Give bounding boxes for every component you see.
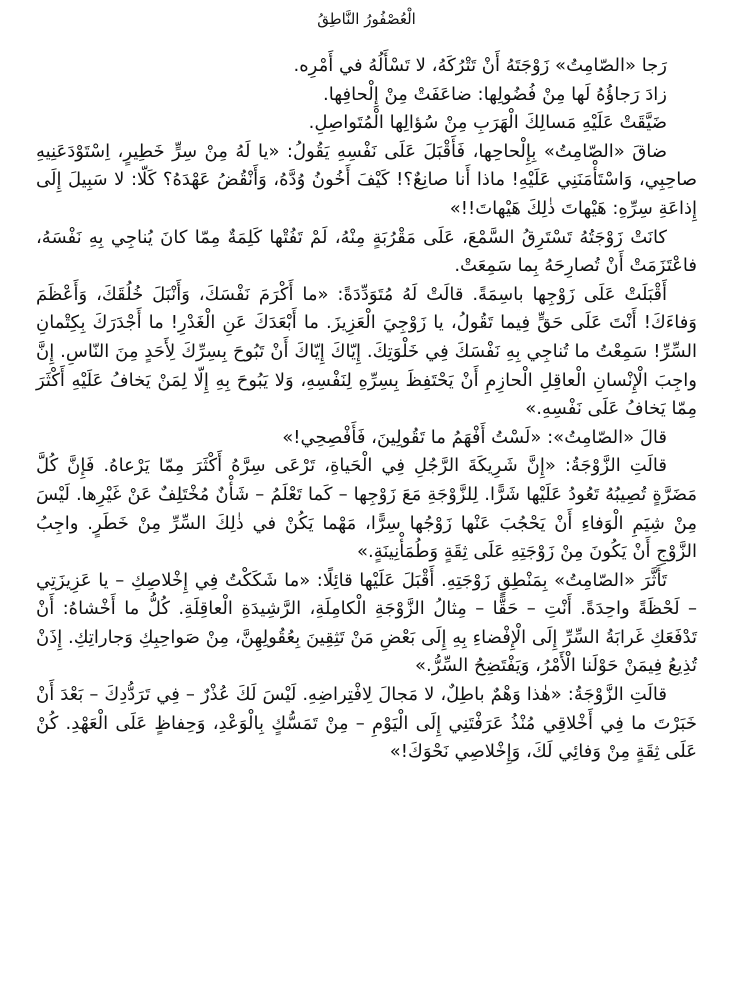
page-title: الْعُصْفُورُ النَّاطِقُ — [317, 10, 416, 28]
paragraph: كانَتْ زَوْجَتُهُ تَسْتَرِقُ السَّمْعَ، عَلَى مَقْرُبَةٍ مِنْهُ، لَمْ تَفُتْها كَلِمَةٌ مِمّا كانَ يُناجِي بِهِ نَفْسَهُ، فاعْتَزَمَتْ أَنْ تُصارِحَهُ بِما سَمِعَتْ. — [36, 226, 697, 277]
paragraph: ضَيَّقَتْ عَلَيْهِ مَسالِكَ الْهَرَبِ مِنْ سُؤالِها الْمُتَواصِلِ. — [308, 112, 667, 134]
paragraph: قالَتِ الزَّوْجَةُ: «هٰذا وَهْمٌ باطِلٌ، لا مَجالَ لِافْتِراضِهِ. لَيْسَ لَكَ عُذْرٌ – فِي تَرَدُّدِكَ – بَعْدَ أَنْ خَبَرْتَ ما فِي أَخْلاقِي مُنْذُ عَرَفْتَنِي إِلَى الْيَوْمِ – مِنْ تَمَسُّكٍ بِالْوَعْدِ، وَحِفاظٍ عَلَى الْعَهْدِ. كُنْ عَلَى ثِقَةٍ مِنْ وَفائِي لَكَ، وَإِخْلاصِي نَحْوَكَ!» — [36, 684, 697, 763]
paragraph: رَجا «الصّامِتُ» زَوْجَتَهُ أَنْ تَتْرُكَهُ، لا تَسْأَلُهُ في أَمْرِه. — [293, 55, 667, 76]
paragraph: قالَتِ الزَّوْجَةُ: «إِنَّ شَرِيكَةَ الرَّجُلِ فِي الْحَياةِ، تَرْعَى سِرَّهُ أَكْثَرَ مِمّا يَرْعاهُ. فَإِنَّ كُلَّ مَضَرَّةٍ تُصِيبُهُ تَعُودُ عَلَيْها شَرًّا. لِلزَّوْجَةِ مَعَ زَوْجِها – كَما تَعْلَمُ – شَأْنٌ مُخْتَلِفٌ عَنْ غَيْرِها. لَيْسَ مِنْ شِيَمِ الْوَفاءِ أَنْ يَحْجُبَ عَنْها زَوْجُها سِرًّا، مَهْما يَكُنْ في ذٰلِكَ السِّرِّ مِنْ خَطَرٍ. واجِبُ الزَّوْجِ أَنْ يَكُونَ مِنْ زَوْجَتِهِ عَلَى ثِقَةٍ وَطُمَأْنِينَةٍ.» — [36, 455, 697, 563]
paragraph: تَأَثَّرَ «الصّامِتُ» بِمَنْطِقِ زَوْجَتِهِ. أَقْبَلَ عَلَيْها قائِلًا: «ما شَكَكْتُ فِي إِخْلاصِكِ – يا عَزِيزَتِي – لَحْظَةً واحِدَةً. أَنْتِ – حَقًّا – مِثالُ الزَّوْجَةِ الْكامِلَةِ، الرَّشِيدَةِ الْعاقِلَةِ. كُلُّ ما أَخْشاهُ: أَنْ تَدْفَعَكِ غَرابَةُ السِّرِّ إِلَى الْإِفْضاءِ بِهِ إِلَى بَعْضِ مَنْ تَثِقِينَ بِعُقُولِهِنَّ، مِنْ صَواحِبِكِ وَجاراتِكِ. إِذَنْ تُذِيعُ فِيمَنْ حَوْلَنا الْأَمْرُ، وَيَفْتَضِحُ السِّرُّ.» — [36, 569, 697, 677]
paragraph: ضاقَ «الصّامِتُ» بِإِلْحاحِها، فَأَقْبَلَ عَلَى نَفْسِهِ يَقُولُ: «يا لَهُ مِنْ سِرٍّ خَطِيرٍ، اِسْتَوْدَعَنِيهِ صاحِبِي، وَاسْتَأْمَنَنِي عَلَيْهِ! ماذا أَنا صانِعٌ؟! كَيْفَ أَخُونُ وُدَّهُ، وَأَنْقُضُ عَهْدَهُ؟ كَلّا: لا سَبِيلَ إِلَى إِذاعَةِ سِرِّهِ: هَيْهاتَ ذٰلِكَ هَيْهاتَ!!» — [36, 140, 697, 219]
paragraph: زادَ رَجاؤُهُ لَها مِنْ فُضُولِها: ضاعَفَتْ مِنْ إِلْحافِها. — [323, 83, 667, 105]
paragraph: أَقْبَلَتْ عَلَى زَوْجِها باسِمَةً. قالَتْ لَهُ مُتَوَدِّدَةً: «ما أَكْرَمَ نَفْسَكَ، وَأَنْبَلَ خُلُقَكَ، وَأَعْظَمَ وَفاءَكَ! أَنْتَ عَلَى حَقٍّ فِيما تَقُولُ، يا زَوْجِيَ الْعَزِيزَ. ما أَبْعَدَكَ عَنِ الْغَدْرِ! ما أَجْدَرَكَ بِكِتْمانِ السِّرِّ! سَمِعْتُ ما تُناجِي بِهِ نَفْسَكَ فِي خَلْوَتِكَ. إِيّاكَ إِيّاكَ أَنْ تَبُوحَ بِسِرِّكَ لِأَحَدٍ مِنَ النّاسِ. إِنَّ واجِبَ الْإِنْسانِ الْعاقِلِ الْحازِمِ أَنْ يَحْتَفِظَ بِسِرِّهِ لِنَفْسِهِ، وَلا يَبُوحَ بِهِ إِلّا لِمَنْ يَخافُ عَلَيْهِ أَكْثَرَ مِمّا يَخافُ عَلَى نَفْسِهِ.» — [36, 283, 697, 420]
paragraph: قالَ «الصّامِتُ»: «لَسْتُ أَفْهَمُ ما تَقُولِينَ، فَأَفْصِحِي!» — [282, 426, 667, 448]
